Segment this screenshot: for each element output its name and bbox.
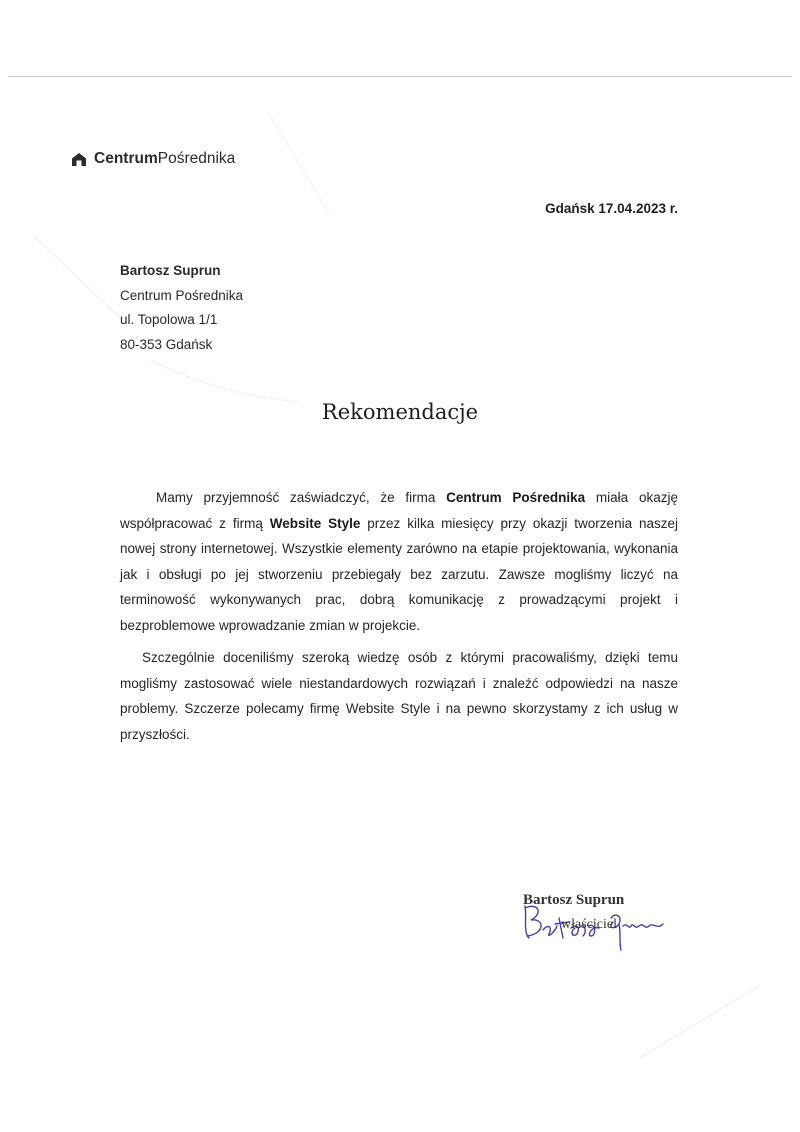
recipient-city: 80-353 Gdańsk bbox=[120, 336, 213, 352]
paragraph-1 bbox=[120, 485, 678, 638]
logo-text-bold: Centrum bbox=[94, 150, 158, 167]
recipient-street: ul. Topolowa 1/1 bbox=[120, 312, 218, 327]
company-logo bbox=[71, 150, 235, 168]
paragraph-2: Szczególnie doceniliśmy szeroką wiedzę osób z którymi pracowaliśmy, dzięki temu mogliśmy zastosować wiele niestandardowych rozwiązań i znaleźć odpowiedzi na nasze problemy. Szczerze polecamy firmę Website Style i na pewno skorzystamy z ich usług w przyszłości. bbox=[120, 650, 678, 742]
house-icon bbox=[71, 152, 87, 167]
paragraph-1-text-c: przez kilka miesięcy przy okazji tworzenia naszej nowej strony internetowej. Wszystkie elementy zarówno na etapie projektowania, wykonania jak i obsługi po jej stworzeniu przebiegały bez zarzutu. Zawsze mogliśmy liczyć na terminowość wykonywanych prac, dobrą komunikację z prowadzącymi projekt i bezproblemowe wprowadzanie zmian w projekcie. bbox=[120, 515, 678, 633]
letter-title: Rekomendacje bbox=[321, 400, 479, 424]
recipient-name: Bartosz Suprun bbox=[120, 263, 221, 278]
signatory-role: właściciel bbox=[561, 917, 617, 932]
paragraph-1-text-a: Mamy przyjemność zaświadczyć, że firma bbox=[156, 490, 447, 505]
paragraph-1-text-b: miała okazję współpracować z firmą bbox=[120, 490, 678, 531]
letter-body bbox=[120, 485, 678, 754]
letter-date: Gdańsk 17.04.2023 r. bbox=[545, 201, 678, 216]
signatory-name: Bartosz Suprun bbox=[523, 892, 625, 908]
logo-text-regular: Pośrednika bbox=[157, 150, 236, 167]
logo-wordmark bbox=[94, 150, 235, 168]
company-name-bold: Centrum Pośrednika bbox=[446, 490, 586, 505]
recipient-address bbox=[120, 259, 243, 357]
recipient-company: Centrum Pośrednika bbox=[120, 287, 244, 303]
partner-name-bold: Website Style bbox=[269, 515, 361, 531]
